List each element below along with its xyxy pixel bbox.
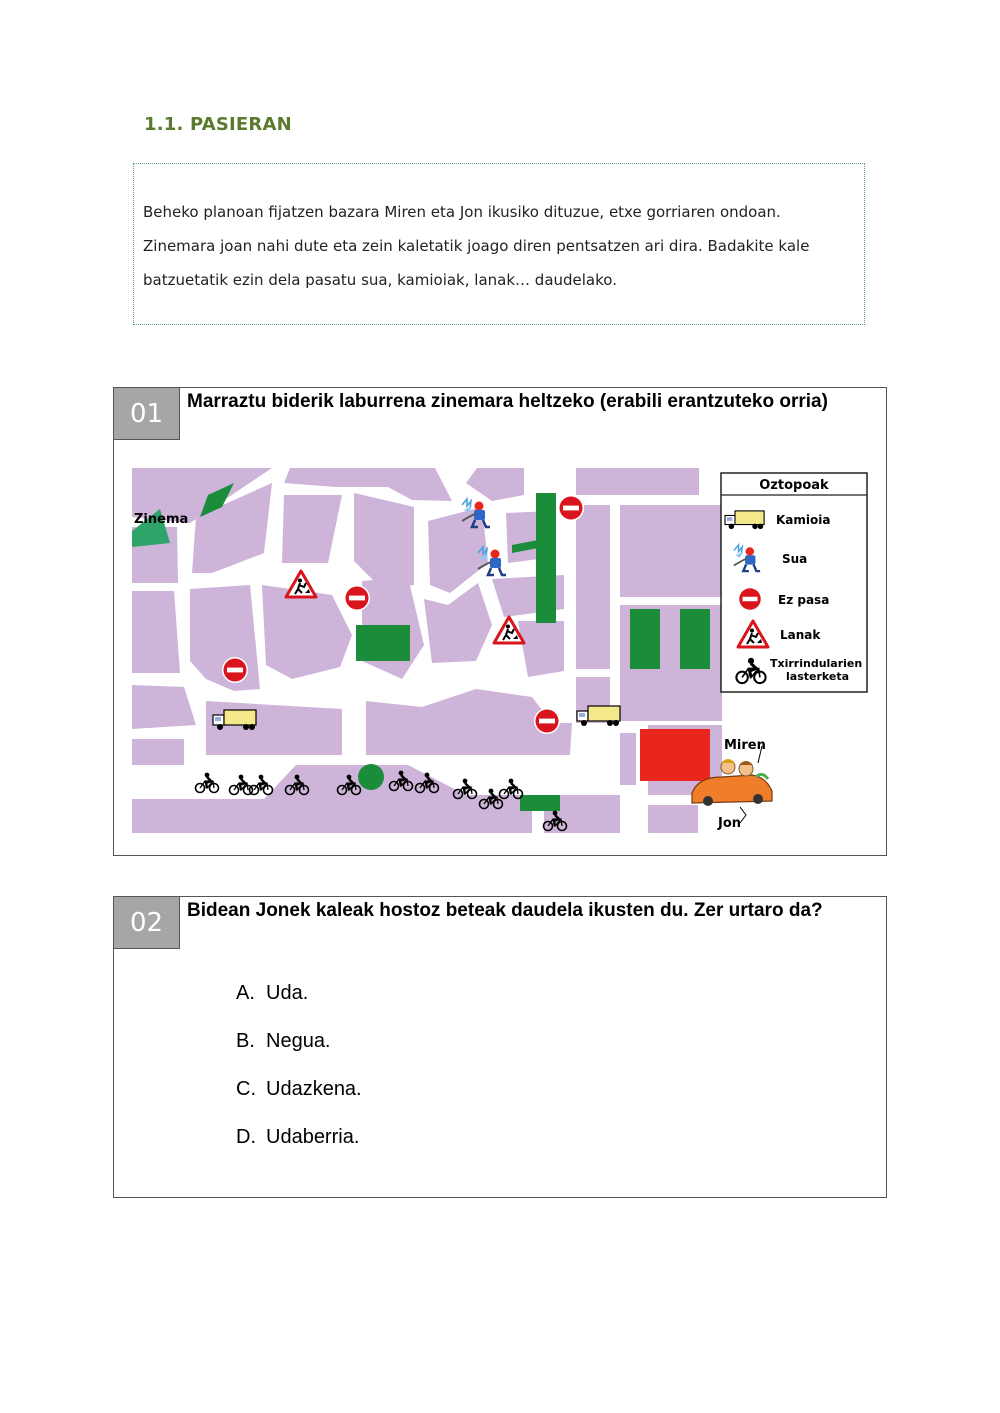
task-number: 01 [114,388,180,440]
intro-text: Beheko planoan fijatzen bazara Miren eta Jon ikusiko dituzue, etxe gorriaren ondoan. Zinemara joan nahi dute eta zein kaletatik joago diren pentsatzen ari dira. Badakite kale batzuetatik ezin dela pasatu sua, kamioiak, lanak… daudelako. [143,203,810,289]
option-letter: B. [236,1030,255,1052]
no-entry-sign [222,657,248,683]
answer-option-a[interactable] [236,981,362,1029]
option-letter: C. [236,1078,256,1100]
no-entry-sign [534,708,560,734]
no-entry-sign [558,495,584,521]
task-question: Marraztu biderik laburrena zinemara heltzeko (erabili erantzuteko orria) [187,391,828,412]
legend-label-no-entry: Ez pasa [778,593,830,607]
task-question: Bidean Jonek kaleak hostoz beteak daudela ikusten du. Zer urtaro da? [187,900,823,921]
task-02 [113,896,887,1198]
legend-label-cyclists-2: lasterketa [786,670,850,683]
no-entry-icon [738,587,762,611]
answer-option-d[interactable] [236,1125,362,1173]
no-entry-sign [344,585,370,611]
obstacle-legend [721,473,867,692]
option-text: Negua. [266,1030,331,1052]
legend-label-truck: Kamioia [776,513,831,527]
jon-label: Jon [718,816,742,831]
miren-label: Miren [724,738,766,753]
task-number: 02 [114,897,180,949]
red-house[interactable] [640,729,710,781]
intro-box [133,163,865,325]
answer-option-b[interactable] [236,1029,362,1077]
cinema-label: Zinema [134,512,189,527]
section-title: 1.1. PASIERAN [144,114,292,135]
option-letter: A. [236,982,255,1004]
answer-option-c[interactable] [236,1077,362,1125]
option-letter: D. [236,1126,256,1148]
legend-title: Oztopoak [759,478,829,493]
legend-label-cyclists: Txirrindularien [770,657,863,670]
option-text: Udazkena. [266,1078,362,1100]
legend-label-roadworks: Lanak [780,628,821,642]
answer-options [236,981,362,1173]
task-01 [113,387,887,856]
option-text: Udaberria. [266,1126,360,1148]
legend-label-fire: Sua [782,552,808,566]
street-map[interactable] [132,465,870,833]
option-text: Uda. [266,982,309,1004]
